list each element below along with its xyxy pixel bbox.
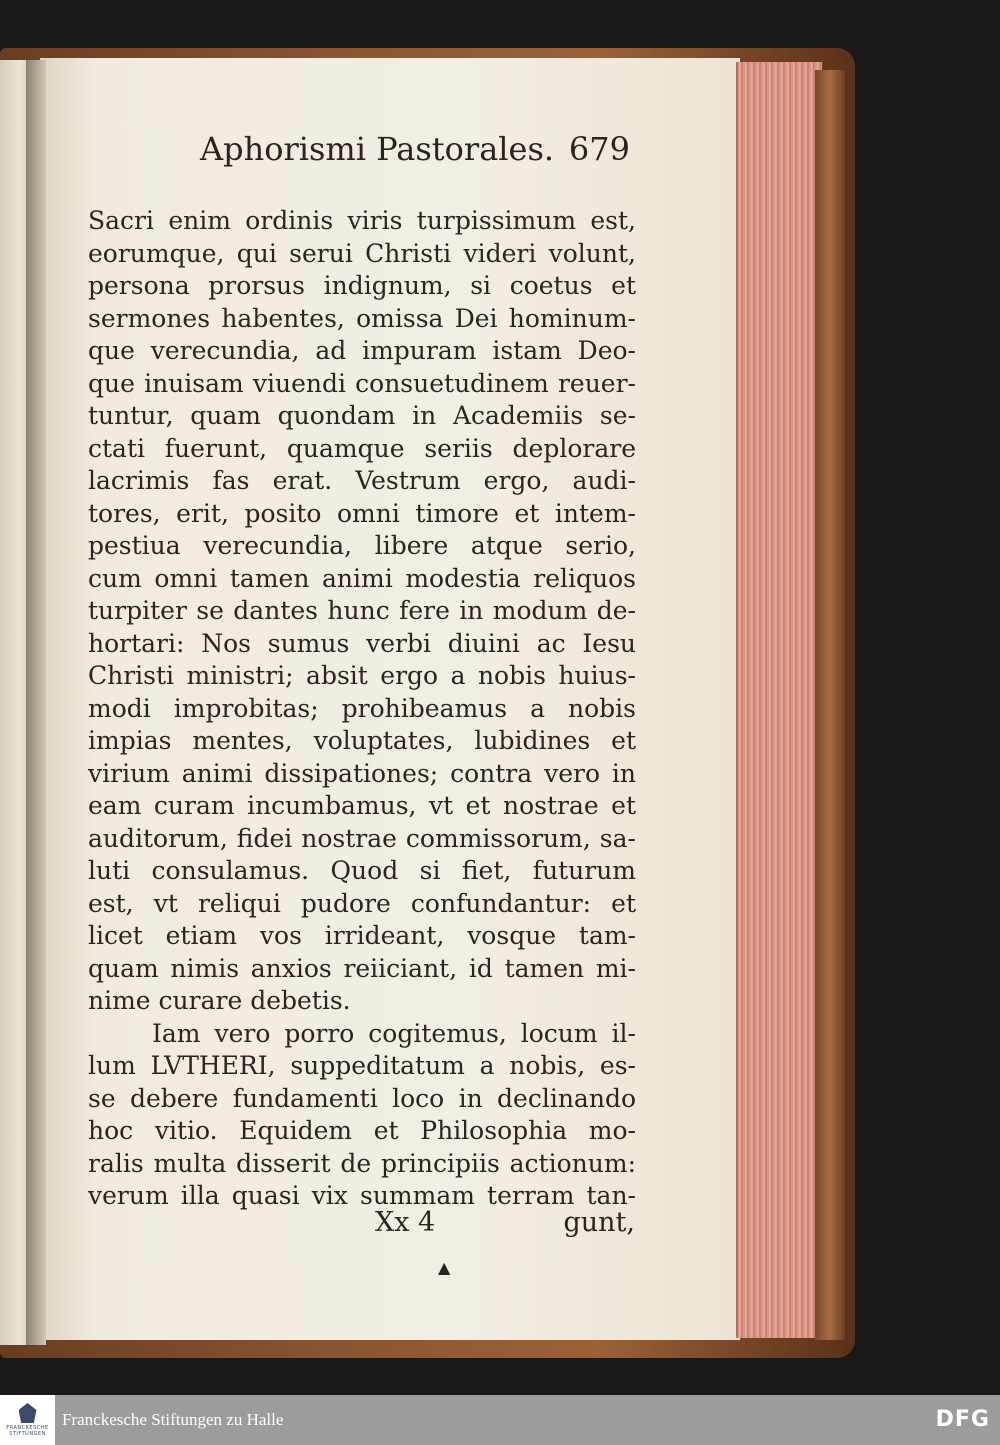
text-line: modi improbitas; prohibeamus a nobis bbox=[88, 693, 636, 723]
institution-name: Franckesche Stiftungen zu Halle bbox=[62, 1410, 284, 1429]
text-line: persona prorsus indignum, si coetus et bbox=[88, 271, 636, 300]
text-line: luti consulamus. Quod si fiet, futurum bbox=[88, 856, 636, 885]
text-line: quam nimis anxios reiiciant, id tamen mi- bbox=[88, 953, 636, 983]
page-header bbox=[200, 130, 630, 178]
text-line: lum LVTHERI, suppeditatum a nobis, es- bbox=[88, 1051, 636, 1080]
text-line: est, vt reliqui pudore confundantur: et bbox=[88, 888, 636, 918]
text-line: hoc vitio. Equidem et Philosophia mo- bbox=[88, 1116, 636, 1145]
text-line: auditorum, fidei nostrae commissorum, sa- bbox=[88, 823, 636, 853]
text-line: verum illa quasi vix summam terram tan- bbox=[88, 1181, 636, 1210]
text-line: nime curare debetis. bbox=[88, 986, 351, 1015]
text-line: que inuisam viuendi consuetudinem reuer- bbox=[88, 368, 636, 398]
signature-mark: Xx 4 bbox=[375, 1207, 436, 1238]
text-line: lacrimis fas erat. Vestrum ergo, audi- bbox=[88, 466, 636, 495]
body-text bbox=[88, 205, 636, 1213]
page-footer bbox=[375, 1207, 635, 1247]
text-line: ctati fuerunt, quamque seriis deplorare bbox=[88, 433, 636, 463]
logo-emblem-icon bbox=[19, 1403, 37, 1423]
text-line: Sacri enim ordinis viris turpissimum est, bbox=[88, 206, 636, 235]
catchword: gunt, bbox=[563, 1207, 635, 1238]
text-line: turpiter se dantes hunc fere in modum de- bbox=[88, 596, 636, 625]
text-line: pestiua verecundia, libere atque serio, bbox=[88, 531, 636, 560]
text-line: sermones habentes, omissa Dei hominum- bbox=[88, 303, 636, 333]
book-gutter bbox=[26, 60, 46, 1345]
cover-edge bbox=[815, 70, 845, 1340]
text-line: tores, erit, posito omni timore et intem- bbox=[88, 498, 636, 528]
text-line: que verecundia, ad impuram istam Deo- bbox=[88, 336, 636, 365]
page-number: 679 bbox=[568, 130, 630, 168]
text-line: tuntur, quam quondam in Academiis se- bbox=[88, 401, 636, 430]
text-line: impias mentes, voluptates, lubidines et bbox=[88, 726, 636, 755]
footer-bar bbox=[0, 1395, 1000, 1445]
text-line: eorumque, qui serui Christi videri volunt, bbox=[88, 238, 636, 268]
institution-logo bbox=[0, 1395, 55, 1445]
text-line: se debere fundamenti loco in declinando bbox=[88, 1083, 636, 1113]
dfg-logo: DFG bbox=[935, 1407, 990, 1432]
logo-text: FRANCKESCHE STIFTUNGEN bbox=[6, 1425, 49, 1437]
text-line: Iam vero porro cogitemus, locum il- bbox=[152, 1018, 636, 1048]
text-line: virium animi dissipationes; contra vero in bbox=[88, 758, 636, 788]
running-title: Aphorismi Pastorales. bbox=[200, 130, 555, 168]
text-line: Christi ministri; absit ergo a nobis huius- bbox=[88, 661, 636, 690]
page-edges bbox=[736, 62, 822, 1338]
text-line: hortari: Nos sumus verbi diuini ac Iesu bbox=[88, 628, 636, 658]
text-line: eam curam incumbamus, vt et nostrae et bbox=[88, 791, 636, 820]
text-line: ralis multa disserit de principiis actionum: bbox=[88, 1148, 636, 1178]
ink-mark: ▲ bbox=[438, 1258, 451, 1277]
text-line: cum omni tamen animi modestia reliquos bbox=[88, 563, 636, 593]
text-line: licet etiam vos irrideant, vosque tam- bbox=[88, 921, 636, 950]
